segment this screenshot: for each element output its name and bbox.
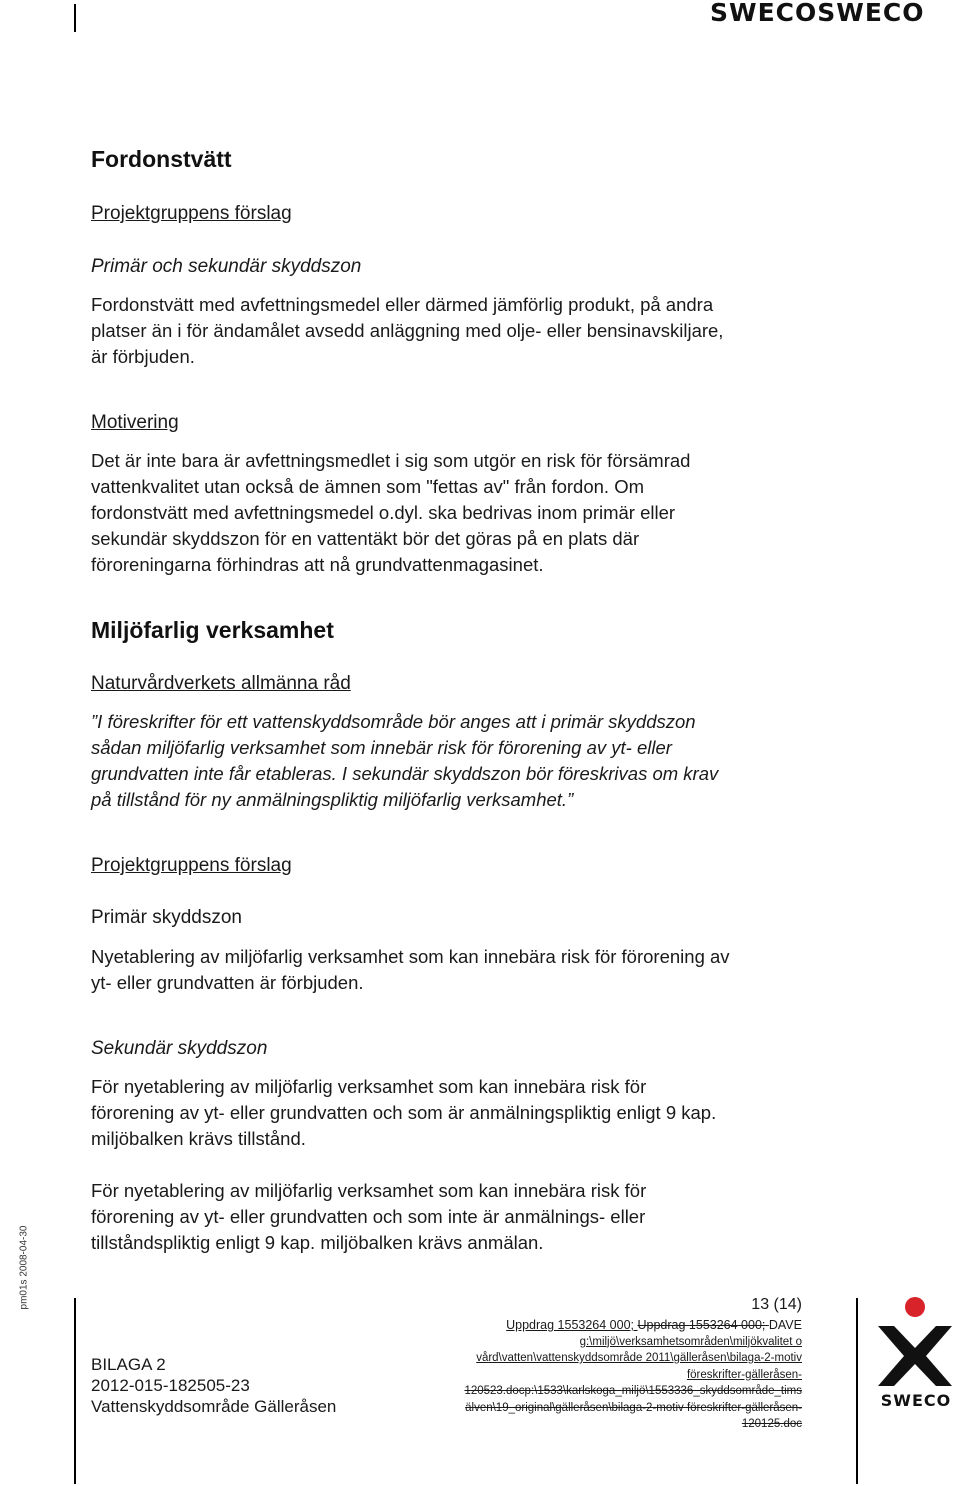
primary-line: yt- eller grundvatten är förbjuden. [91,972,364,993]
advice-line: grundvatten inte får etableras. I sekundär skyddszon bör föreskrivas om krav [91,763,719,784]
sweco-logo-icon [874,1296,956,1392]
primary-line: Nyetablering av miljöfarlig verksamhet som kan innebära risk för förorening av [91,946,730,967]
footer-ref-line: vård\vatten\vattenskyddsområde 2011\gälleråsen\bilaga-2-motiv [476,1352,802,1364]
motivation-line: vattenkvalitet utan också de ämnen som "fettas av" från fordon. Om [91,476,644,497]
footer-ref-line [440,1317,802,1334]
secondary-line: För nyetablering av miljöfarlig verksamhet som kan innebära risk för [91,1180,647,1201]
footer-divider-right [856,1298,858,1484]
secondary-heading: Sekundär skyddszon [91,1038,268,1059]
secondary-paragraph-1 [91,1074,811,1152]
secondary-line: miljöbalken krävs tillstånd. [91,1128,306,1149]
footer-file-reference [440,1317,802,1433]
motivation-line: föroreningarna förhindras att nå grundvattenmagasinet. [91,554,544,575]
section-subtitle-2: Projektgruppens förslag [91,855,292,876]
primary-heading: Primär skyddszon [91,907,242,928]
secondary-line: tillståndspliktig enligt 9 kap. miljöbalken krävs anmälan. [91,1232,544,1253]
side-stamp: pm01s 2008-04-30 [18,1225,30,1310]
footer-line: Vattenskyddsområde Gälleråsen [91,1397,337,1416]
header-logo: SWECOSWECO [710,0,925,27]
advice-quote [91,709,811,813]
motivation-line: fordonstvätt med avfettningsmedel o.dyl. ska bedrivas inom primär eller [91,502,676,523]
advice-label: Naturvårdverkets allmänna råd [91,673,351,694]
footer-ref-line: älven\19_original\gälleråsen\bilaga-2-motiv föreskrifter-gälleråsen- [465,1401,802,1414]
motivation-paragraph [91,448,811,578]
footer-ref-uppdrag-struck: Uppdrag 1553264 000; [637,1318,769,1332]
footer-divider-left [74,1298,76,1484]
zone-heading: Primär och sekundär skyddszon [91,256,362,277]
section-subtitle: Projektgruppens förslag [91,203,292,224]
section-title-miljofarlig: Miljöfarlig verksamhet [91,617,334,643]
secondary-line: förorening av yt- eller grundvatten och som är anmälningspliktig enligt 9 kap. [91,1102,717,1123]
rule-line: platser än i för ändamålet avsedd anläggning med olje- eller bensinavskiljare, [91,320,724,341]
primary-paragraph [91,944,811,996]
footer-line: 2012-015-182505-23 [91,1376,250,1395]
advice-line: på tillstånd för ny anmälningspliktig miljöfarlig verksamhet.” [91,789,574,810]
rule-line: är förbjuden. [91,346,195,367]
secondary-paragraph-2 [91,1178,811,1256]
footer-ref-line: 120523.docp:\1533\karlskoga_miljö\1553336_skyddsområde_tims [464,1385,802,1397]
motivation-label: Motivering [91,412,179,433]
header-divider [74,4,76,32]
footer-document-info [91,1354,336,1417]
footer-ref-line: 120125.doc [741,1418,802,1430]
rule-paragraph [91,292,811,370]
secondary-line: förorening av yt- eller grundvatten och som inte är anmälnings- eller [91,1206,646,1227]
motivation-line: sekundär skyddszon för en vattentäkt bör det göras på en plats där [91,528,640,549]
footer-line: BILAGA 2 [91,1355,166,1374]
page-number: 13 (14) [751,1296,802,1313]
advice-line: ”I föreskrifter för ett vattenskyddsområde bör anges att i primär skyddszon [91,711,696,732]
footer-ref-line: g:\miljö\verksamhetsområden\miljökvalitet o [579,1335,802,1348]
rule-line: Fordonstvätt med avfettningsmedel eller därmed jämförlig produkt, på andra [91,294,714,315]
footer-logo-text: SWECO [880,1391,952,1410]
footer-ref-dave: DAVE [768,1318,802,1332]
secondary-line: För nyetablering av miljöfarlig verksamhet som kan innebära risk för [91,1076,647,1097]
section-title-fordonstvatt: Fordonstvätt [91,146,232,172]
motivation-line: Det är inte bara är avfettningsmedlet i sig som utgör en risk för försämrad [91,450,691,471]
advice-line: sådan miljöfarlig verksamhet som innebär risk för förorening av yt- eller [91,737,672,758]
footer-ref-line: föreskrifter-gälleråsen- [686,1368,802,1381]
footer-ref-uppdrag: Uppdrag 1553264 000; [506,1318,638,1332]
